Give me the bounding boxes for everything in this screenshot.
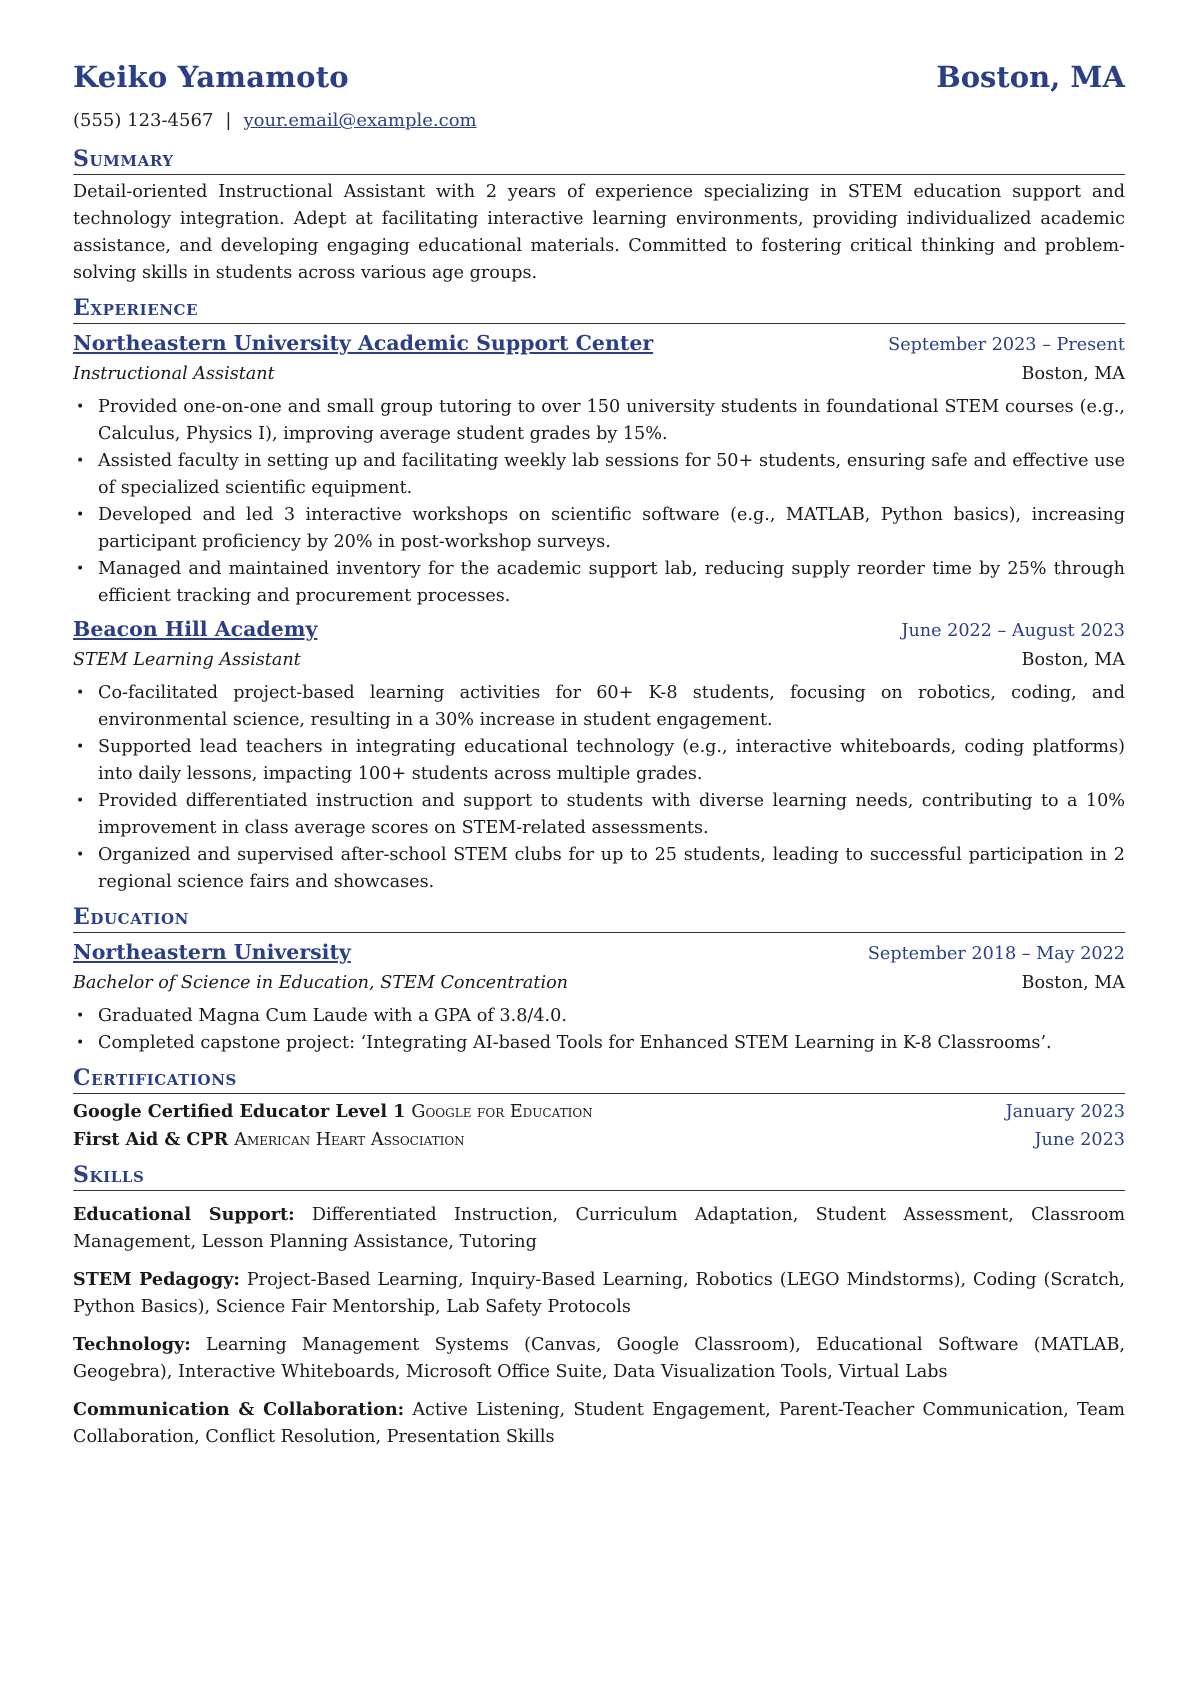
certification-row [73,1126,1125,1154]
contact-line [73,110,1125,142]
experience-entry [73,615,1125,896]
section-title-education: Education [73,902,1125,933]
skill-label: Communication & Collaboration: [73,1399,405,1420]
list-item: • Co-facilitated project-based learning activities for 60+ K-8 students, focusing on robotics, coding, and environmental science, resulting in a 30% increase in student engagement. [98,680,1125,734]
employer-link[interactable]: Northeastern University Academic Support Center [73,331,654,355]
job-title: Instructional Assistant [73,364,275,384]
certifications-section [73,1063,1125,1154]
job-location: Boston, MA [1021,364,1125,384]
list-item: • Developed and led 3 interactive workshops on scientific software (e.g., MATLAB, Python basics), increasing participant proficiency by 20% in post-workshop surveys. [98,502,1125,556]
certification-date: June 2023 [1034,1130,1125,1150]
list-item: • Organized and supervised after-school STEM clubs for up to 25 students, leading to successful participation in 2 regional science fairs and showcases. [98,842,1125,896]
skill-text: Project-Based Learning, Inquiry-Based Learning, Robotics (LEGO Mindstorms), Coding (Scratch, Python Basics), Science Fair Mentorship, Lab Safety Protocols [73,1270,1125,1317]
school-link[interactable]: Northeastern University [73,940,351,964]
skill-text: Differentiated Instruction, Curriculum Adaptation, Student Assessment, Classroom Management, Lesson Planning Assistance, Tutoring [73,1205,1126,1252]
skill-group [73,1266,1125,1321]
experience-entry [73,329,1125,610]
job-title: STEM Learning Assistant [73,650,301,670]
list-item: • Completed capstone project: ‘Integrating AI-based Tools for Enhanced STEM Learning in K-8 Classrooms’. [98,1030,1125,1057]
resume-header [73,60,1125,110]
employment-dates: September 2023 – Present [888,335,1125,355]
skill-text: Learning Management Systems (Canvas, Google Classroom), Educational Software (MATLAB, Geogebra), Interactive Whiteboards, Microsoft Office Suite, Data Visualization Tools, Virtual Labs [73,1335,1126,1382]
list-item: • Supported lead teachers in integrating educational technology (e.g., interactive whiteboards, coding platforms) into daily lessons, impacting 100+ students across multiple grades. [98,734,1125,788]
bullet-list [73,394,1125,610]
experience-section [73,293,1125,896]
resume-page [73,60,1125,1451]
certification-name: Google Certified Educator Level 1 [73,1101,406,1122]
certification-issuer: American Heart Association [234,1130,465,1150]
skill-label: STEM Pedagogy: [73,1269,240,1290]
list-item: • Assisted faculty in setting up and facilitating weekly lab sessions for 50+ students, ensuring safe and effective use of specialized scientific equipment. [98,448,1125,502]
certification-issuer: Google for Education [411,1102,593,1122]
section-title-certifications: Certifications [73,1063,1125,1094]
list-item: • Provided one-on-one and small group tutoring to over 150 university students in foundational STEM courses (e.g., Calculus, Physics I), improving average student grades by 15%. [98,394,1125,448]
certification-name: First Aid & CPR [73,1129,229,1150]
candidate-name: Keiko Yamamoto [73,60,349,94]
summary-text: Detail-oriented Instructional Assistant with 2 years of experience specializing in STEM education support and technology integration. Adept at facilitating interactive learning environments, providing individualized academic assistance, and developing engaging educational materials. Committed to fostering critical thinking and problem-solving skills in students across various age groups. [73,182,1125,283]
bullet-list [73,680,1125,896]
section-title-experience: Experience [73,293,1125,324]
section-title-skills: Skills [73,1160,1125,1191]
skill-text: Active Listening, Student Engagement, Parent-Teacher Communication, Team Collaboration, Conflict Resolution, Presentation Skills [73,1400,1125,1447]
school-location: Boston, MA [1021,973,1125,993]
candidate-location: Boston, MA [936,60,1125,94]
skill-group [73,1201,1125,1256]
list-item: • Managed and maintained inventory for the academic support lab, reducing supply reorder time by 25% through efficient tracking and procurement processes. [98,556,1125,610]
skills-section [73,1160,1125,1451]
employer-link[interactable]: Beacon Hill Academy [73,617,318,641]
certification-date: January 2023 [1005,1102,1125,1122]
phone-number: (555) 123-4567 [73,110,214,131]
summary-section [73,144,1125,287]
skill-group [73,1396,1125,1451]
skill-label: Educational Support: [73,1204,295,1225]
certification-row [73,1098,1125,1126]
education-section [73,902,1125,1057]
degree: Bachelor of Science in Education, STEM Concentration [73,973,569,993]
email-link[interactable]: your.email@example.com [243,110,477,131]
list-item: • Provided differentiated instruction and support to students with diverse learning needs, contributing to a 10% improvement in class average scores on STEM-related assessments. [98,788,1125,842]
skill-label: Technology: [73,1334,191,1355]
contact-separator: | [225,110,232,131]
education-dates: September 2018 – May 2022 [867,944,1125,964]
employment-dates: June 2022 – August 2023 [901,621,1125,641]
skill-group [73,1331,1125,1386]
section-title-summary: Summary [73,144,1125,175]
list-item: • Graduated Magna Cum Laude with a GPA of 3.8/4.0. [98,1003,1125,1030]
job-location: Boston, MA [1021,650,1125,670]
bullet-list [73,1003,1125,1057]
